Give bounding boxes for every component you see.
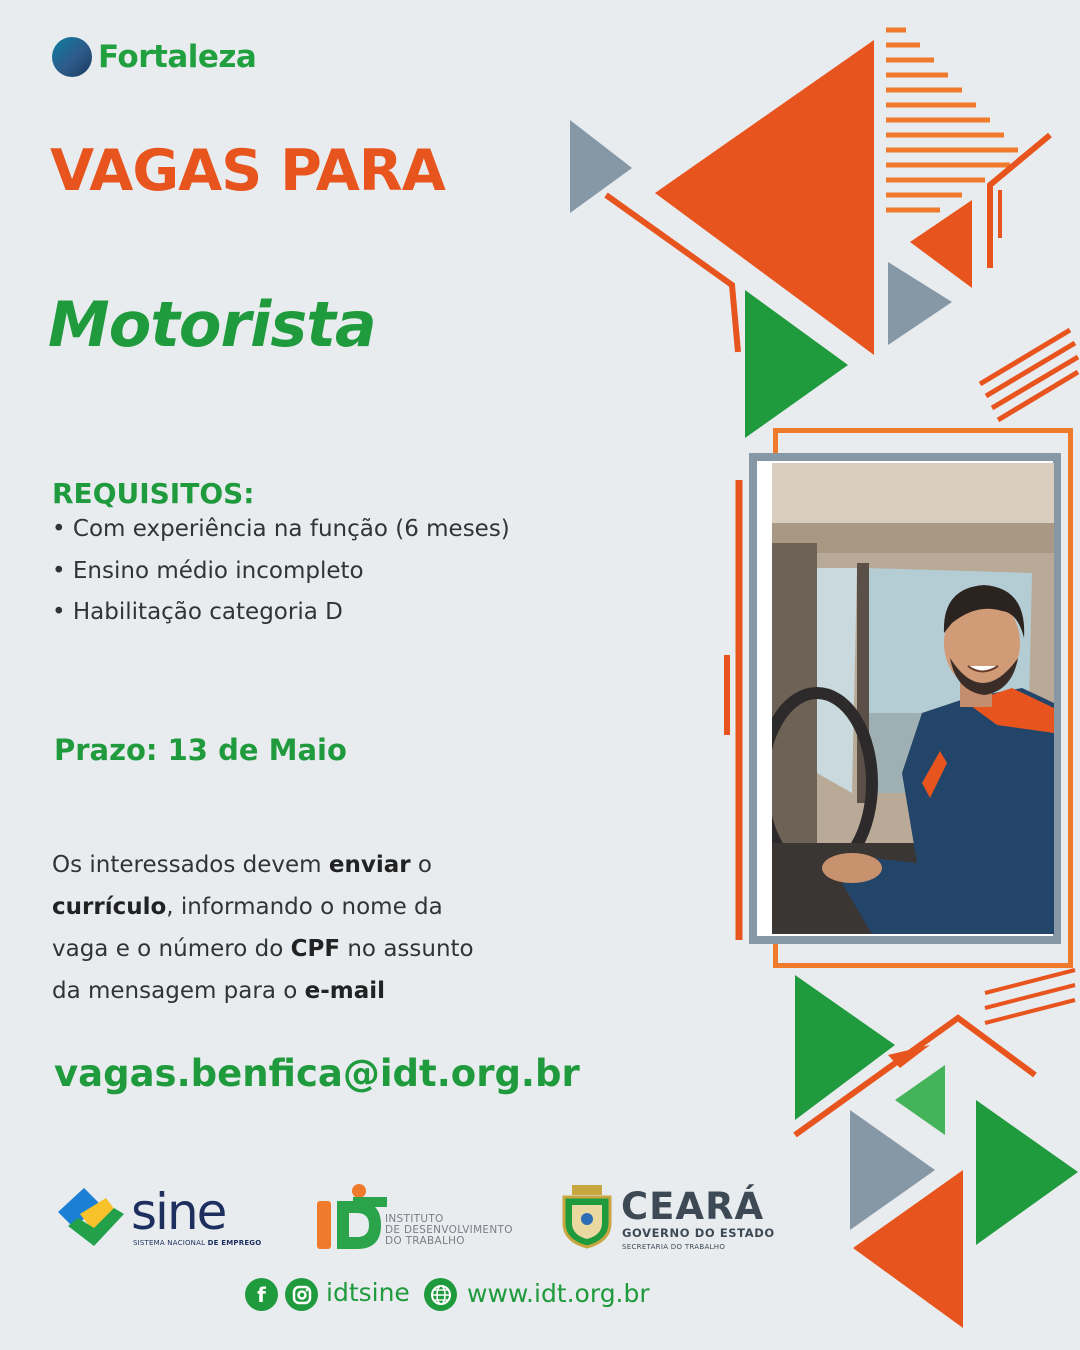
idt-logo [315, 1183, 387, 1253]
ceara-secretariat: SECRETARIA DO TRABALHO [622, 1243, 726, 1251]
facebook-icon[interactable]: f [245, 1278, 278, 1311]
instr-text: Os interessados devem [52, 852, 329, 878]
headline: VAGAS PARA [50, 138, 445, 204]
sine-subtitle-b: DE EMPREGO [207, 1239, 262, 1247]
application-instructions [52, 844, 522, 1012]
instr-bold: enviar [328, 852, 411, 878]
green-triangle-small [895, 1065, 945, 1135]
ceara-crest-icon [560, 1183, 614, 1249]
city-badge [52, 37, 256, 77]
instr-bold: e-mail [304, 978, 386, 1004]
requirement-item: • Com experiência na função (6 meses) [52, 512, 510, 554]
ceara-subtitle: GOVERNO DO ESTADO [622, 1226, 775, 1240]
social-handle[interactable]: idtsine [326, 1278, 410, 1307]
globe-icon [424, 1278, 457, 1311]
requirement-item: • Ensino médio incompleto [52, 554, 510, 596]
city-label: Fortaleza [98, 39, 257, 75]
idt-line: INSTITUTO [385, 1213, 444, 1225]
driver-photo [772, 463, 1054, 934]
gray-triangle-2 [888, 262, 952, 345]
instr-text: no assunto [340, 936, 474, 962]
idt-line: DO TRABALHO [385, 1235, 465, 1247]
idt-name [385, 1214, 513, 1247]
requirements-heading: REQUISITOS: [52, 477, 255, 510]
requirements-list [52, 512, 510, 637]
instr-text: o [410, 852, 432, 878]
instr-text: da mensagem para o [52, 978, 305, 1004]
top-stripes [886, 30, 1018, 210]
website-link[interactable]: www.idt.org.br [467, 1279, 650, 1308]
job-title: Motorista [48, 288, 376, 361]
sine-subtitle [133, 1239, 261, 1247]
orange-triangle-small [910, 200, 972, 288]
instr-text: , informando o nome da [166, 894, 443, 920]
gray-triangle-1 [570, 120, 632, 213]
instr-bold: currículo [52, 894, 167, 920]
instagram-icon[interactable] [285, 1278, 318, 1311]
deadline: Prazo: 13 de Maio [54, 733, 347, 767]
instr-bold: CPF [290, 936, 341, 962]
idt-line: DE DESENVOLVIMENTO [385, 1224, 513, 1236]
green-triangle-3 [976, 1100, 1078, 1245]
contact-email[interactable]: vagas.benfica@idt.org.br [54, 1052, 580, 1095]
ceara-title: CEARÁ [621, 1185, 765, 1228]
sine-wordmark: sine [131, 1183, 226, 1241]
instr-text: vaga e o número do [52, 936, 291, 962]
sine-subtitle-a: SISTEMA NACIONAL [133, 1239, 208, 1247]
requirement-item: • Habilitação categoria D [52, 595, 510, 637]
city-dot-icon [52, 37, 92, 77]
